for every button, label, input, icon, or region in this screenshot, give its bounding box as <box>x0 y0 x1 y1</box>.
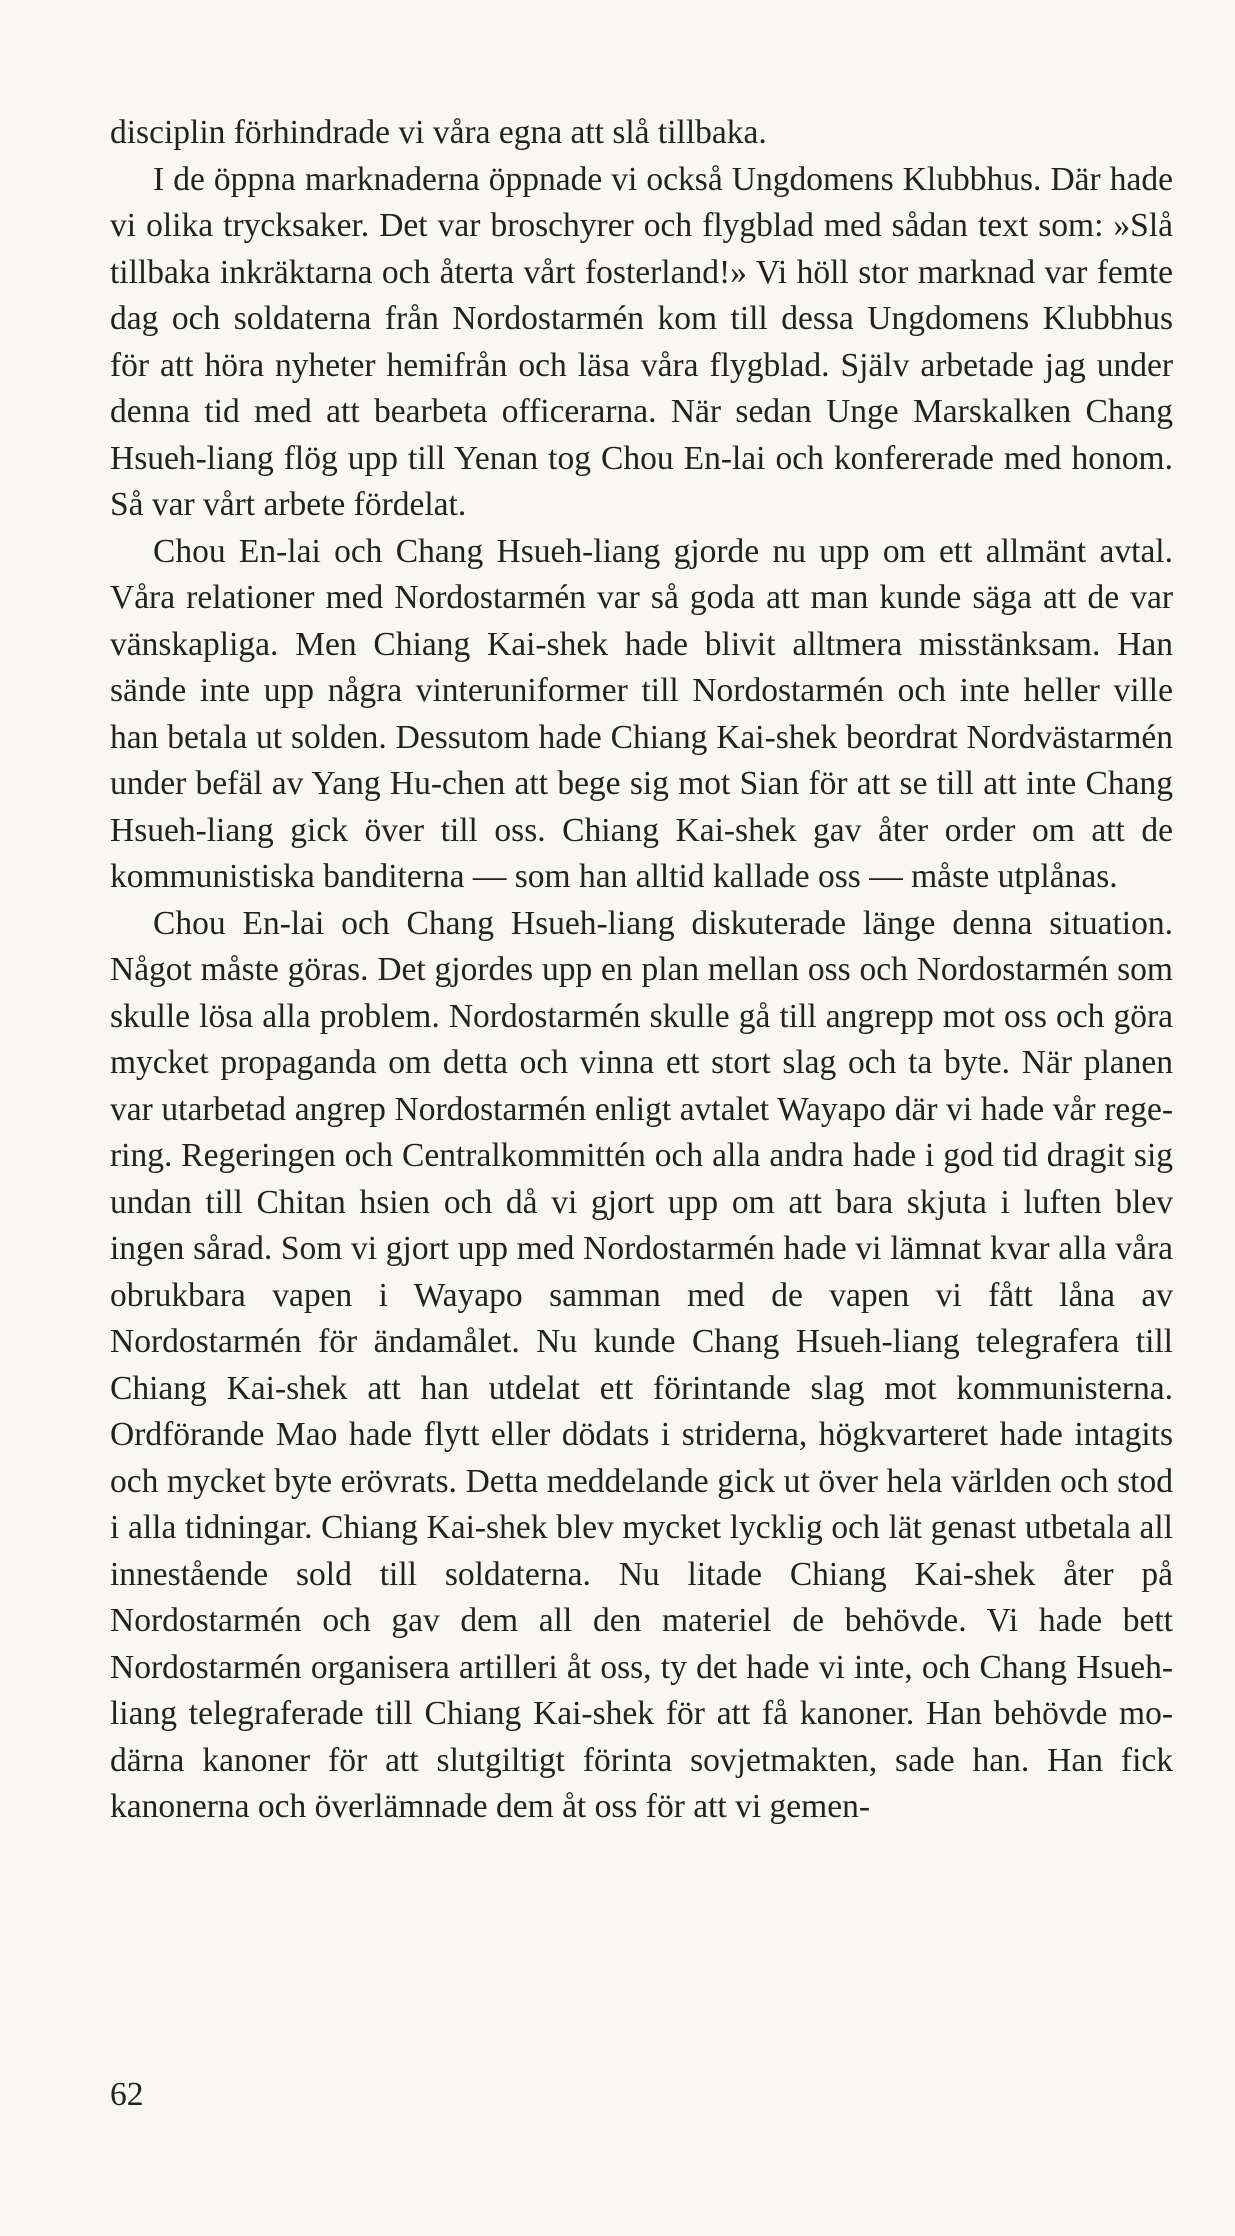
page-number: 62 <box>110 2076 144 2113</box>
paragraph-4: Chou En-lai och Chang Hsueh-liang diskuterade länge denna situation. Något måste göras. Det gjordes upp en plan mellan oss och Nordostarmén som skulle lösa alla problem. Nordostarmén skulle gå till angrepp mot oss och göra mycket propaganda om detta och vinna ett stort slag och ta byte. När planen var utarbetad angrep Nordostarmén enligt avtalet Wayapo där vi hade vår regering. Regeringen och Centralkommittén och alla andra hade i god tid dragit sig undan till Chitan hsien och då vi gjort upp om att bara skjuta i luften blev ingen sårad. Som vi gjort upp med Nordostarmén hade vi lämnat kvar alla våra obrukbara vapen i Wayapo samman med de vapen vi fått låna av Nordostarmén för ändamålet. Nu kunde Chang Hsueh-liang telegrafera till Chiang Kai-shek att han utdelat ett förintande slag mot kommunisterna. Ordförande Mao hade flytt eller dödats i striderna, högkvarteret hade intagits och mycket byte erövrats. Detta meddelande gick ut över hela världen och stod i alla tidningar. Chiang Kai-shek blev mycket lycklig och lät genast utbetala all innestående sold till soldaterna. Nu litade Chiang Kai-shek åter på Nordostarmén och gav dem all den materiel de behövde. Vi hade bett Nordostarmén organisera artilleri åt oss, ty det hade vi inte, och Chang Hsueh-liang telegraferade till Chiang Kai-shek för att få kanoner. Han behövde modärna kanoner för att slutgiltigt förinta sovjetmakten, sade han. Han fick kanonerna och överlämnade dem åt oss för att vi gemen- <box>110 904 1173 1825</box>
paragraph-3: Chou En-lai och Chang Hsueh-liang gjorde nu upp om ett allmänt avtal. Våra relationer med Nordostarmén var så goda att man kunde säga att de var vänskapliga. Men Chiang Kai-shek hade blivit alltmera misstänksam. Han sände inte upp några vinteruniformer till Nordostarmén och inte heller ville han betala ut solden. Dessutom hade Chiang Kai-shek beordrat Nordvästarmén under befäl av Yang Hu-chen att bege sig mot Sian för att se till att inte Chang Hsueh-liang gick över till oss. Chiang Kai-shek gav åter order om att de kommunistiska banditerna — som han alltid kallade oss — måste utplånas. <box>110 532 1173 895</box>
paragraph-2: I de öppna marknaderna öppnade vi också Ungdomens Klubbhus. Där hade vi olika trycksaker. Det var broschyrer och flygblad med sådan text som: »Slå tillbaka inkräktarna och återta vårt fosterland!» Vi höll stor marknad var femte dag och soldaterna från Nordostarmén kom till dessa Ungdomens Klubbhus för att höra nyheter hemifrån och läsa våra flygblad. Själv arbetade jag under denna tid med att bearbeta officerarna. När sedan Unge Marskalken Chang Hsueh-liang flög upp till Yenan tog Chou En-lai och konfererade med honom. Så var vårt arbete fördelat. <box>110 160 1173 523</box>
body-text <box>110 110 1173 1831</box>
paragraph-1: disciplin förhindrade vi våra egna att slå tillbaka. <box>110 114 767 151</box>
